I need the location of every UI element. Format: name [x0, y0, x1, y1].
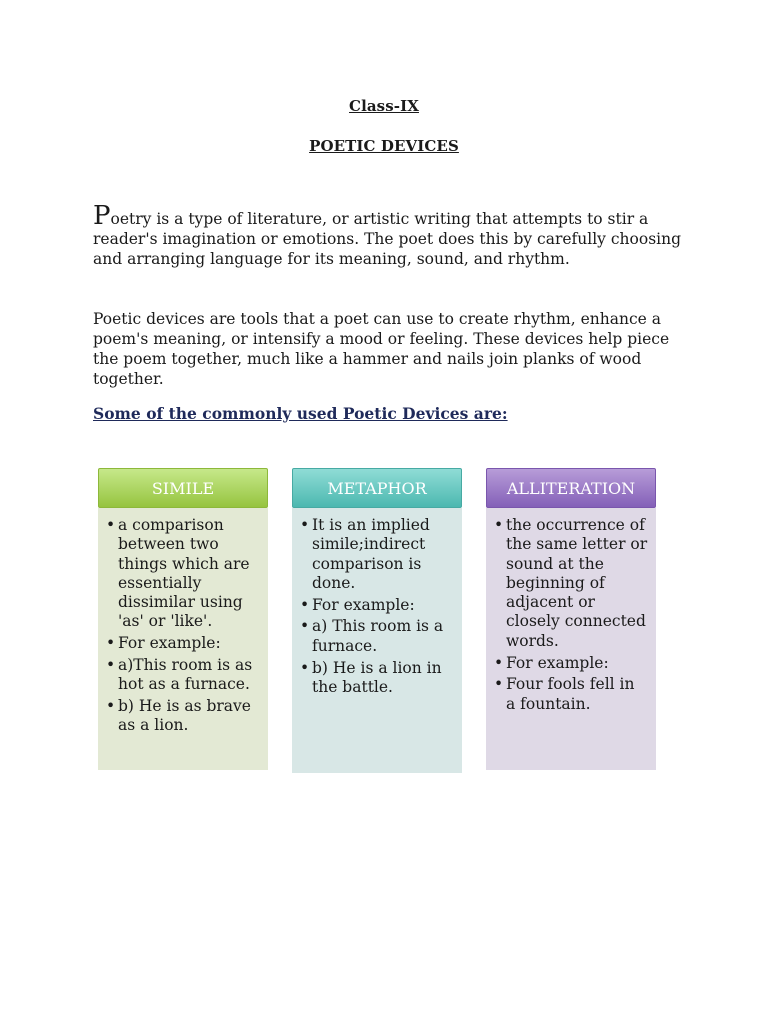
drop-cap-letter: P	[93, 201, 111, 231]
metaphor-card-title: METAPHOR	[292, 468, 462, 508]
bullet-icon: •	[106, 634, 116, 653]
bullet-icon: •	[106, 656, 116, 675]
list-item	[300, 617, 454, 656]
list-item	[106, 697, 260, 736]
bullet-icon: •	[300, 516, 310, 534]
list-item-text: a comparison between two things which are essentially dissimilar using 'as' or 'like'.	[118, 516, 250, 631]
simile-card	[98, 468, 268, 770]
list-item-text: b) He is a lion in the battle.	[312, 658, 442, 696]
list-item-text: Four fools fell in a fountain.	[506, 675, 635, 713]
list-item	[300, 596, 454, 615]
devices-paragraph: Poetic devices are tools that a poet can use to create rhythm, enhance a poem's meaning, or intensify a mood or feeling. These devices help piece the poem together, much like a hammer and nails join planks of wood together.	[93, 310, 670, 388]
bullet-icon: •	[494, 516, 504, 534]
simile-card-title: SIMILE	[98, 468, 268, 508]
list-item-text: It is an implied simile;indirect comparison is done.	[312, 516, 430, 592]
list-item-text: For example:	[312, 595, 415, 614]
bullet-icon: •	[300, 617, 310, 636]
list-item	[106, 656, 260, 695]
list-item	[494, 516, 648, 651]
list-item-text: a)This room is as hot as a furnace.	[118, 656, 253, 694]
class-label: Class-IX	[349, 97, 419, 115]
list-item	[300, 659, 454, 698]
list-item	[494, 654, 648, 673]
bullet-icon: •	[300, 658, 310, 677]
list-item	[494, 675, 648, 714]
bullet-icon: •	[300, 595, 310, 614]
metaphor-card	[292, 468, 462, 773]
bullet-icon: •	[494, 653, 504, 672]
bullet-icon: •	[494, 675, 504, 694]
metaphor-card-list	[292, 508, 462, 773]
list-item	[106, 634, 260, 653]
alliteration-card-list	[486, 508, 656, 770]
bullet-icon: •	[106, 697, 116, 716]
alliteration-card-title: ALLITERATION	[486, 468, 656, 508]
list-item-text: For example:	[118, 634, 221, 653]
bullet-icon: •	[106, 516, 116, 534]
list-item-text: the occurrence of the same letter or sound at the beginning of adjacent or closely connected words.	[506, 516, 648, 650]
simile-card-list	[98, 508, 268, 770]
alliteration-card	[486, 468, 656, 770]
intro-text: oetry is a type of literature, or artistic writing that attempts to stir a reader's imagination or emotions. The poet does this by carefully choosing and arranging language for its meaning, sound, and rhythm.	[93, 210, 682, 268]
list-item	[300, 516, 454, 593]
intro-paragraph	[93, 201, 683, 269]
list-item-text: For example:	[506, 653, 609, 672]
list-item-text: a) This room is a furnace.	[312, 617, 444, 655]
list-item	[106, 516, 260, 632]
section-heading: Some of the commonly used Poetic Devices are:	[93, 404, 508, 423]
page-title: POETIC DEVICES	[309, 137, 459, 155]
list-item-text: b) He is as brave as a lion.	[118, 697, 251, 735]
